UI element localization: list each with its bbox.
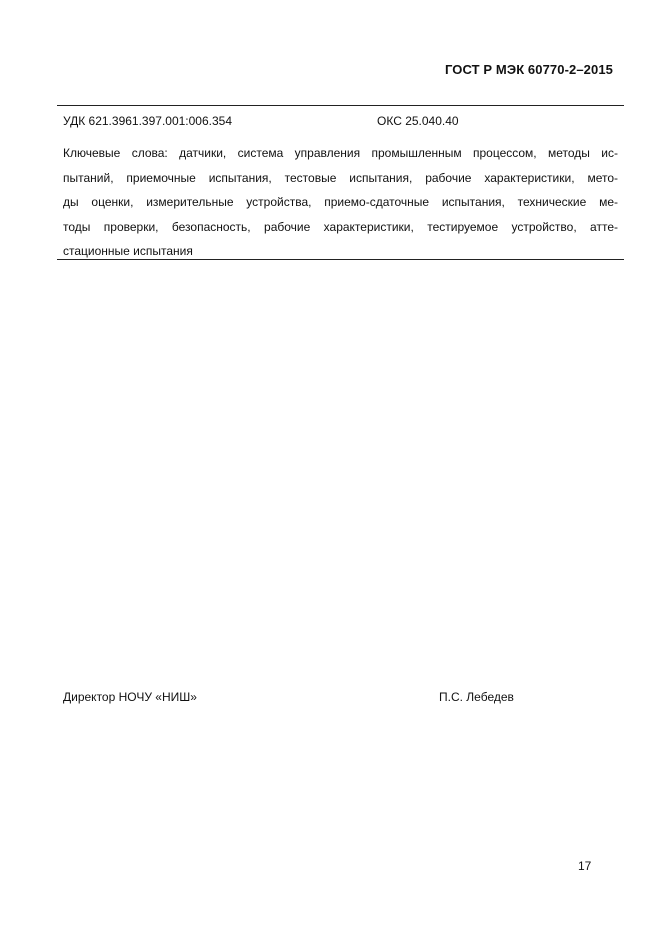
bottom-divider <box>57 259 624 260</box>
document-header-standard-id: ГОСТ Р МЭК 60770-2–2015 <box>445 62 613 77</box>
keywords-line: ды оценки, измерительные устройства, приемо-сдаточные испытания, технические ме- <box>63 195 618 209</box>
keywords-line: пытаний, приемочные испытания, тестовые испытания, рабочие характеристики, мето- <box>63 170 618 185</box>
signatory-name: П.С. Лебедев <box>439 690 514 704</box>
keywords-line: тоды проверки, безопасность, рабочие характеристики, тестируемое устройство, атте- <box>63 219 618 234</box>
page-number: 17 <box>578 859 592 873</box>
udk-code: УДК 621.3961.397.001:006.354 <box>63 114 233 128</box>
keywords-paragraph <box>63 141 618 264</box>
oks-code: ОКС 25.040.40 <box>377 114 459 128</box>
keywords-line: стационные испытания <box>63 244 193 258</box>
top-divider <box>57 105 624 106</box>
keywords-line: Ключевые слова: датчики, система управления промышленным процессом, методы ис- <box>63 146 618 160</box>
signatory-title: Директор НОЧУ «НИШ» <box>63 690 197 704</box>
